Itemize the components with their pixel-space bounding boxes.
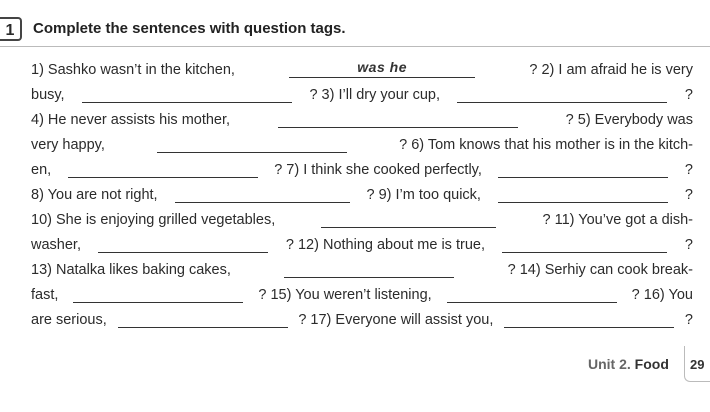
filled-answer: was he [357,59,407,75]
exercise-line [31,306,693,328]
sentence-text: 1) Sashko wasn’t in the kitchen, [31,62,235,78]
exercise-number: 1 [0,17,22,41]
sentence-text: ? [684,87,693,103]
answer-blank[interactable] [504,310,674,328]
exercise-line [31,81,693,103]
sentence-text: ? 6) Tom knows that his mother is in the kitch- [399,137,693,153]
answer-blank[interactable] [498,185,668,203]
sentence-text: ? 17) Everyone will assist you, [298,312,494,328]
sentence-text: en, [31,162,52,178]
exercise-line [31,231,693,253]
exercise-line [31,256,693,278]
answer-blank[interactable] [502,235,667,253]
unit-number: Unit 2. [588,356,631,372]
exercise-line [31,181,693,203]
sentence-text: ? 14) Serhiy can cook break- [507,262,693,278]
exercise-line [31,156,693,178]
answer-blank[interactable] [498,160,668,178]
answer-blank[interactable] [457,85,667,103]
sentence-text: fast, [31,287,59,303]
sentence-text: 8) You are not right, [31,187,158,203]
exercise-line [31,131,693,153]
exercise-title: Complete the sentences with question tags. [33,20,346,37]
sentence-text: ? 9) I’m too quick, [366,187,481,203]
sentence-text: ? 5) Everybody was [565,112,693,128]
sentence-text: are serious, [31,312,107,328]
answer-blank[interactable] [68,160,258,178]
answer-blank[interactable] [447,285,617,303]
sentence-text: 4) He never assists his mother, [31,112,231,128]
unit-title: Food [634,356,669,372]
answer-blank[interactable] [82,85,292,103]
sentence-text: busy, [31,87,65,103]
sentence-text: very happy, [31,137,105,153]
sentence-text: 13) Natalka likes baking cakes, [31,262,231,278]
sentence-text: ? [684,162,693,178]
sentence-text: ? [684,237,693,253]
answer-blank[interactable] [175,185,350,203]
sentence-text: ? 11) You’ve got a dish- [542,212,693,228]
sentence-text: ? 15) You weren’t listening, [258,287,432,303]
answer-blank[interactable] [284,260,454,278]
answer-blank[interactable] [98,235,268,253]
sentence-text: ? 12) Nothing about me is true, [285,237,485,253]
answer-blank[interactable] [321,210,496,228]
sentence-text: ? 16) You [631,287,693,303]
sentence-text: washer, [31,237,81,253]
page-number: 29 [690,357,705,372]
answer-blank[interactable] [278,110,518,128]
answer-blank[interactable] [289,60,475,78]
answer-blank[interactable] [73,285,243,303]
sentence-text: ? [684,312,693,328]
header-divider [0,46,710,47]
footer-unit-label [588,356,669,372]
exercise-line [31,206,693,228]
sentence-text: ? [684,187,693,203]
answer-blank[interactable] [157,135,347,153]
exercise-line [31,106,693,128]
sentence-text: ? 7) I think she cooked perfectly, [274,162,482,178]
sentence-text: ? 2) I am afraid he is very [529,62,693,78]
answer-blank[interactable] [118,310,288,328]
exercise-line [31,281,693,303]
sentence-text: 10) She is enjoying grilled vegetables, [31,212,276,228]
sentence-text: ? 3) I’ll dry your cup, [309,87,441,103]
exercise-header [0,0,710,48]
exercise-line [31,56,693,78]
